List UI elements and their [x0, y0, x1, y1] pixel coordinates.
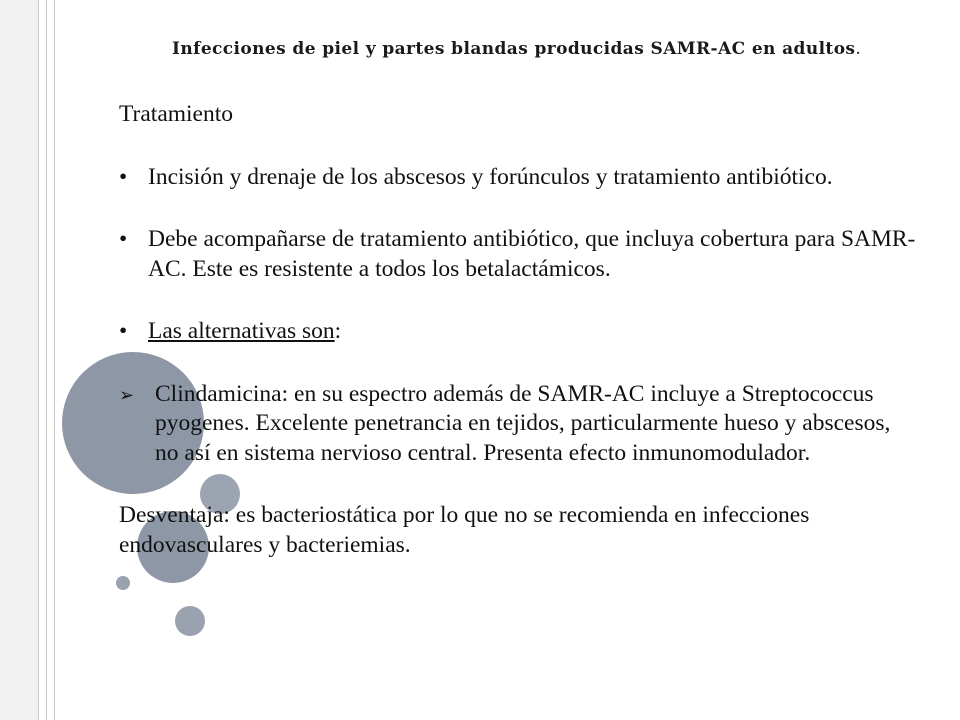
bullet-text-underlined: Las alternativas son	[148, 318, 335, 344]
bullet-text: Debe acompañarse de tratamiento antibiótico, que incluya cobertura para SAMR-AC. Este es resistente a todos los betalactámicos.	[148, 226, 916, 282]
bullet-item	[119, 225, 919, 284]
left-decorative-band	[0, 0, 38, 720]
bullet-marker: •	[119, 226, 128, 252]
decorative-vertical-line	[46, 0, 47, 720]
section-heading: Tratamiento	[119, 101, 234, 127]
arrow-bullet-text: Clindamicina: en su espectro además de SAMR-AC incluye a Streptococcus pyogenes. Excelente penetrancia en tejidos, particularmente hueso y abscesos, no así en sistema nervioso central. Presenta efecto inmunomodulador.	[155, 380, 891, 466]
bullet-marker: •	[119, 163, 128, 190]
slide-title	[172, 36, 942, 62]
slide-body	[119, 100, 919, 560]
bullet-item	[119, 317, 919, 347]
bullet-text-suffix: :	[334, 318, 342, 344]
arrow-bullet-icon: ➢	[119, 384, 135, 406]
decorative-vertical-line	[54, 0, 55, 720]
decorative-dot	[175, 606, 205, 636]
bullet-item	[119, 163, 919, 193]
closing-paragraph: Desventaja: es bacteriostática por lo que no se recomienda en infecciones endovasculares y bacteriemias.	[119, 502, 810, 558]
slide-title-bold: Infecciones de piel y partes blandas producidas SAMR-AC en adultos	[172, 39, 856, 59]
decorative-dot	[116, 576, 130, 590]
decorative-vertical-line	[38, 0, 39, 720]
bullet-text: Incisión y drenaje de los abscesos y forúnculos y tratamiento antibiótico.	[148, 163, 833, 190]
slide-title-period: .	[855, 39, 862, 59]
arrow-bullet-item	[119, 380, 919, 469]
bullet-marker: •	[119, 318, 128, 344]
